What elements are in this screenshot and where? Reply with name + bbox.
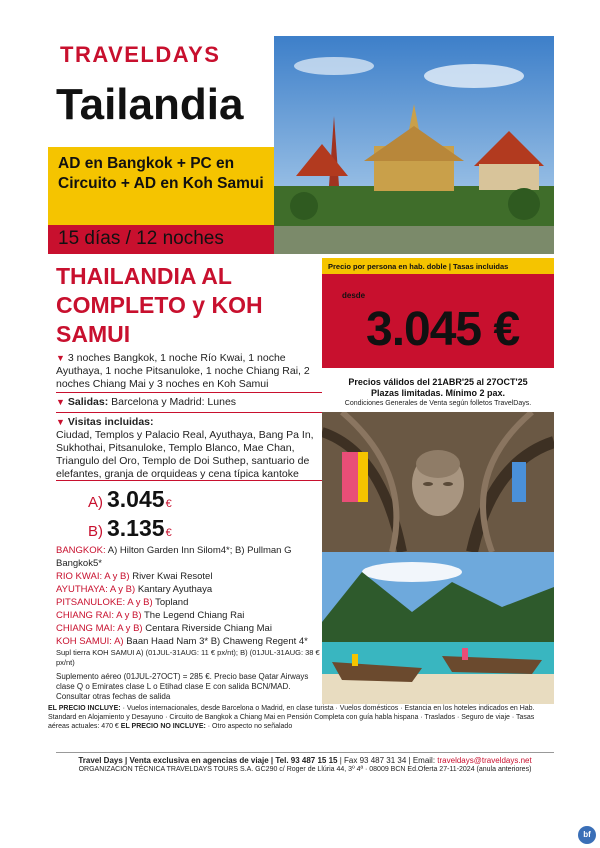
koh-samui-supplement-note: Supl tierra KOH SAMUI A) (01JUL-31AUG: 11 € px/nt); B) (01JUL-31AUG: 38 € px/nt) — [56, 648, 320, 667]
hotel-line: PITSANULOKE: A y B) Topland — [56, 597, 189, 608]
divider — [56, 392, 322, 393]
beach-boats-photo — [322, 552, 554, 704]
footer-divider — [56, 752, 554, 753]
visitas-item: ▼ Visitas incluidas: Ciudad, Templos y Palacio Real, Ayuthaya, Bang Pa In, Sukhothai, Pitsanuloke, Templo Blanco, Mae Chan, Triangulo del Oro, Templo de Doi Suthep, santuario de elefantes, granja de orquideas y cena típica kantoke — [56, 416, 314, 480]
traveldays-logo: TRAVELDAYS — [60, 42, 221, 67]
bf-badge: bf — [578, 826, 596, 844]
footer-contact: Travel Days | Venta exclusiva en agencias de viaje | Tel. 93 487 15 15 | Fax 93 487 31 34 | Email: traveldays@traveldays.net — [78, 756, 532, 765]
package-subtitle: AD en Bangkok + PC en Circuito + AD en Koh Samui — [48, 147, 274, 225]
hotel-line: BANGKOK: A) Hilton Garden Inn Silom4*; B) Pullman G Bangkok5* — [56, 545, 292, 569]
duration-banner: 15 días / 12 noches — [48, 225, 274, 254]
footer-organization: ORGANIZACIÓN TÉCNICA TRAVELDAYS TOURS S.A. GC290 c/ Roger de Llúria 44, 3º 4ª · 08009 BCN Ed.Oferta 27-11-2024 (anula anteriores) — [78, 766, 532, 773]
divider — [56, 412, 322, 413]
trip-heading: THAILANDIA AL COMPLETO y KOH SAMUI — [56, 263, 263, 347]
price-desde: desde — [342, 291, 366, 300]
page-title: Tailandia — [56, 80, 244, 129]
triangle-bullet-icon: ▼ — [56, 397, 65, 407]
divider — [56, 480, 322, 481]
buddha-tree-photo — [322, 412, 554, 552]
price-panel — [322, 258, 554, 368]
price-amount: 3.045 € — [366, 303, 520, 356]
price-panel-header: Precio por persona en hab. doble | Tasas incluidas — [322, 258, 554, 274]
price-option-a: A) 3.045 € — [88, 486, 172, 512]
validity-info: Precios válidos del 21ABR'25 al 27OCT'25 Plazas limitadas. Mínimo 2 pax. — [348, 377, 528, 398]
email-link[interactable]: traveldays@traveldays.net — [437, 756, 532, 765]
conditions-note: Condiciones Generales de Venta según folletos TravelDays. — [344, 400, 532, 407]
hotel-line: RIO KWAI: A y B) River Kwai Resotel — [56, 571, 213, 582]
price-includes: EL PRECIO INCLUYE: · Vuelos internacionales, desde Barcelona o Madrid, en clase turista · Vuelos domésticos · Estancia en los hoteles indicados en Hab. Standard en Alojamiento y Desayuno · Circuito de Bangkok a Chiang Mai en Pensión Completa con guía habla hispana · Traslados · Seguro de viaje · Tasas aéreas actuales: 470 € EL PRECIO NO INCLUYE: · Otro aspecto no señalado — [48, 705, 535, 730]
hotel-line: CHIANG RAI: A y B) The Legend Chiang Rai — [56, 610, 245, 621]
temple-photo — [274, 36, 554, 254]
hotel-line: AYUTHAYA: A y B) Kantary Ayuthaya — [56, 584, 213, 595]
hotel-line: KOH SAMUI: A) Baan Haad Nam 3* B) Chaweng Regent 4* — [56, 636, 308, 647]
hotel-line: CHIANG MAI: A y B) Centara Riverside Chiang Mai — [56, 623, 272, 634]
triangle-bullet-icon: ▼ — [56, 353, 65, 363]
itinerary-item: ▼ 3 noches Bangkok, 1 noche Río Kwai, 1 noche Ayuthaya, 1 noche Pitsanuloke, 1 noche Chiang Rai, 2 noches Chiang Mai y 3 noches en Koh Samui — [56, 352, 310, 390]
triangle-bullet-icon: ▼ — [56, 417, 65, 427]
price-option-b: B) 3.135 € — [88, 515, 172, 541]
hotel-list — [56, 544, 322, 668]
salidas-item: ▼ Salidas: Barcelona y Madrid: Lunes — [56, 396, 237, 408]
air-supplement-note: Suplemento aéreo (01JUL-27OCT) = 285 €. Precio base Qatar Airways clase Q o Emirates clase L o Etihad clase E con salida BCN/MAD. Consultar otras fechas de salida — [56, 672, 309, 701]
